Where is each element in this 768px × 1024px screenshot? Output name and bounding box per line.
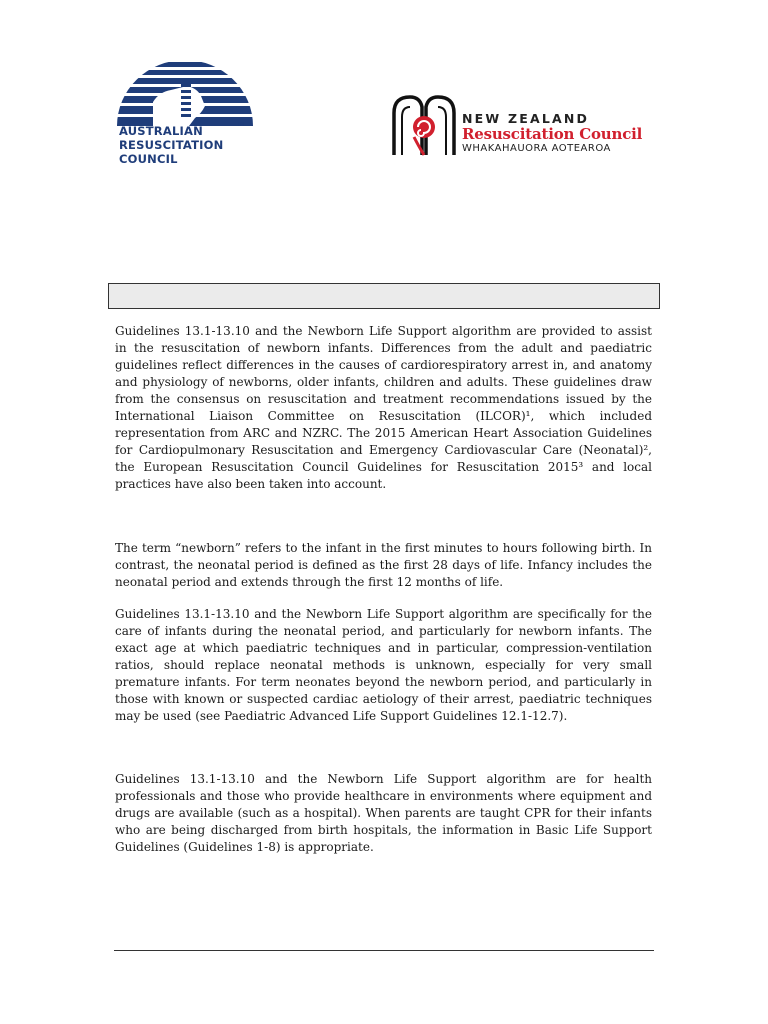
nzrc-logo-line: NEW ZEALAND [462,111,590,126]
arc-logo-line: COUNCIL [119,152,178,166]
body-paragraph [115,771,652,856]
body-paragraph [115,606,652,725]
section-title-box [108,283,660,309]
arc-logo-line: RESUSCITATION [119,138,224,152]
nzrc-logo [388,93,460,157]
nzrc-logo-text [462,112,642,155]
paragraph-text: Guidelines 13.1-13.10 and the Newborn Life Support algorithm are for health professionals and those who provide healthcare in environments where equipment and drugs are available (such as a hospital). When parents are taught CPR for their infants who are being discharged from birth hospitals, the information in Basic Life Support Guidelines (Guidelines 1-8) is appropriate. [115,772,652,854]
arc-logo [115,40,255,126]
paragraph-text: Guidelines 13.1-13.10 and the Newborn Life Support algorithm are specifically for the care of infants during the neonatal period, and particularly for newborn infants. The exact age at which paediatric techniques and in particular, compression-ventilation ratios, should replace neonatal methods is unknown, especially for very small premature infants. For term neonates beyond the newborn period, and particularly in those with known or suspected cardiac aetiology of their arrest, paediatric techniques may be used (see Paediatric Advanced Life Support Guidelines 12.1-12.7). [115,607,652,723]
footer-divider [114,950,654,951]
arc-trademark: TM [237,122,245,128]
body-paragraph [115,323,652,493]
nzrc-logo-line: WHAKAHAUORA AOTEAROA [462,143,611,154]
paragraph-text: Guidelines 13.1-13.10 and the Newborn Life Support algorithm are provided to assist in the resuscitation of newborn infants. Differences from the adult and paediatric guidelines reflect differences in the causes of cardiorespiratory arrest in, and anatomy and physiology of newborns, older infants, children and adults. These guidelines draw from the consensus on resuscitation and treatment recommendations issued by the International Liaison Committee on Resuscitation (ILCOR)¹, which included representation from ARC and NZRC. The 2015 American Heart Association Guidelines for Cardiopulmonary Resuscitation and Emergency Cardiovascular Care (Neonatal)², the European Resuscitation Council Guidelines for Resuscitation 2015³ and local practices have also been taken into account. [115,324,652,491]
body-paragraph [115,540,652,591]
arc-logo-text [119,124,223,166]
arc-logo-line: AUSTRALIAN [119,124,203,138]
paragraph-text: The term “newborn” refers to the infant in the first minutes to hours following birth. In contrast, the neonatal period is defined as the first 28 days of life. Infancy includes the neonatal period and extends through the first 12 months of life. [115,541,652,589]
nzrc-logo-line: Resuscitation Council [462,125,643,143]
